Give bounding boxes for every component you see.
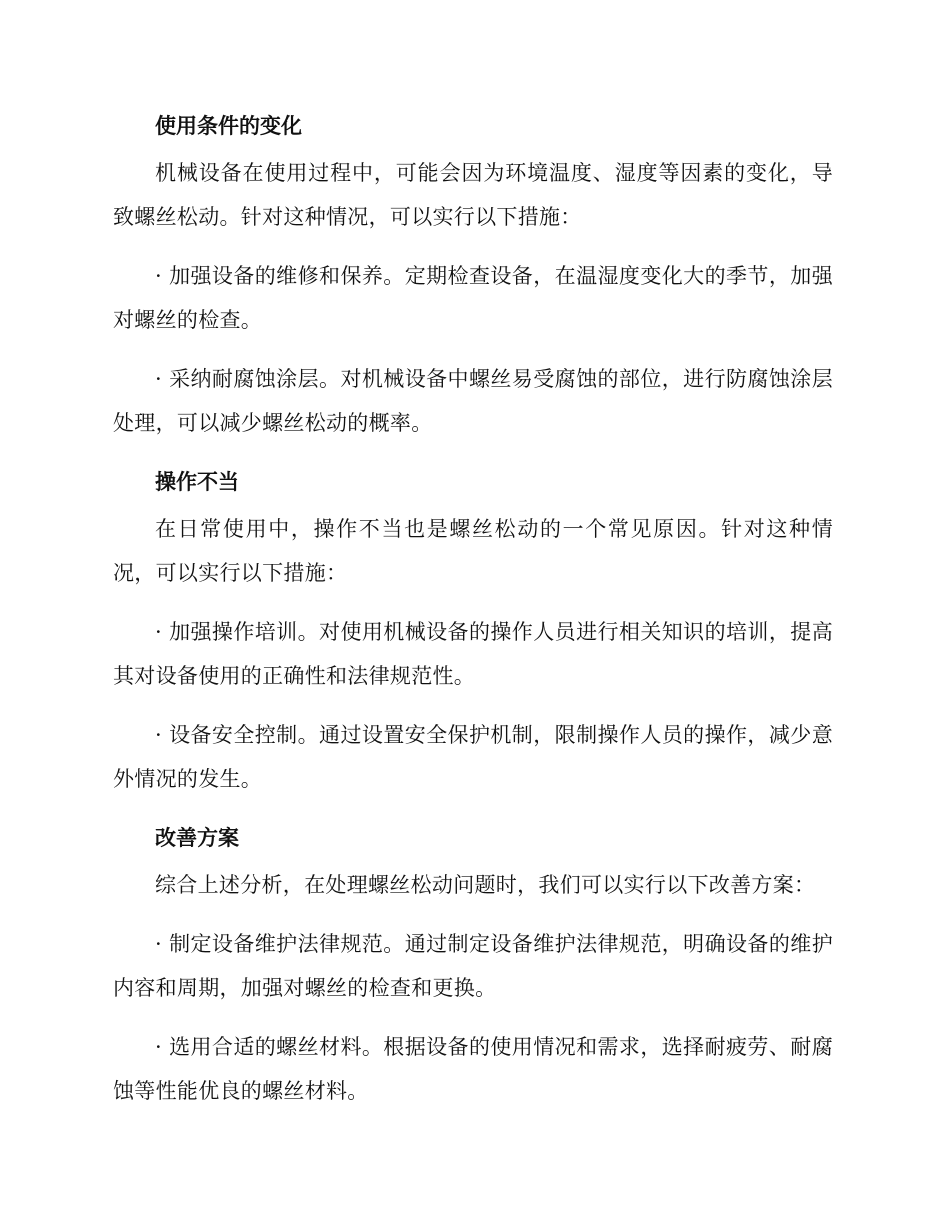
- document-body: [113, 104, 833, 1128]
- section-heading: 操作不当: [155, 470, 239, 494]
- section-heading: 使用条件的变化: [155, 114, 302, 138]
- bullet-paragraph: · 设备安全控制。通过设置安全保护机制，限制操作人员的操作，减少意外情况的发生。: [113, 723, 833, 791]
- paragraph: 在日常使用中，操作不当也是螺丝松动的一个常见原因。针对这种情况，可以实行以下措施：: [113, 517, 833, 585]
- bullet-paragraph: · 采纳耐腐蚀涂层。对机械设备中螺丝易受腐蚀的部位，进行防腐蚀涂层处理，可以减少螺丝松动的概率。: [113, 367, 833, 435]
- bullet-paragraph: · 选用合适的螺丝材料。根据设备的使用情况和需求，选择耐疲劳、耐腐蚀等性能优良的螺丝材料。: [113, 1035, 833, 1103]
- paragraph: 机械设备在使用过程中，可能会因为环境温度、湿度等因素的变化，导致螺丝松动。针对这种情况，可以实行以下措施：: [113, 161, 833, 229]
- paragraph: 综合上述分析，在处理螺丝松动问题时，我们可以实行以下改善方案：: [155, 873, 816, 897]
- bullet-paragraph: · 加强设备的维修和保养。定期检查设备，在温湿度变化大的季节，加强对螺丝的检查。: [113, 264, 833, 332]
- bullet-paragraph: · 制定设备维护法律规范。通过制定设备维护法律规范，明确设备的维护内容和周期，加强对螺丝的检查和更换。: [113, 932, 833, 1000]
- section-heading: 改善方案: [155, 826, 239, 850]
- section-improper-operation: [113, 460, 833, 801]
- bullet-paragraph: · 加强操作培训。对使用机械设备的操作人员进行相关知识的培训，提高其对设备使用的正确性和法律规范性。: [113, 620, 833, 688]
- section-improvement-plan: [113, 816, 833, 1113]
- section-usage-conditions: [113, 104, 833, 445]
